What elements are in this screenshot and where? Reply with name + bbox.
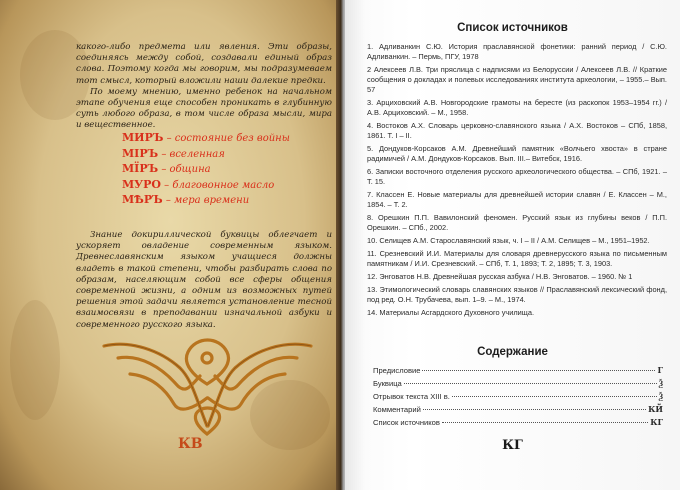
- toc-leader: [442, 422, 648, 423]
- source-item: 8. Орешкин П.П. Вавилонский феномен. Русский язык из глубины веков / П.П. Орешкин. – СПб., 2002.: [367, 213, 667, 233]
- toc-leader: [404, 383, 657, 384]
- sources-title: Список источников: [457, 22, 568, 34]
- right-page: [345, 0, 680, 490]
- toc-leader: [452, 396, 657, 397]
- toc-entry[interactable]: [373, 403, 663, 416]
- source-item: 13. Этимологический словарь славянских языков // Праславянский лексический фонд, под ред. О.Н. Трубачева, вып. 1–9. – М., 1974.: [367, 284, 667, 304]
- toc-entry[interactable]: [373, 416, 663, 429]
- glossary-word: МѢРЪ: [122, 193, 163, 207]
- source-item: 5. Дондуков-Корсаков А.М. Древнейший памятник «Волчьего хвоста» в стране радимичей / А.М. Дондуков-Корсаков. Вып. III.– Витебск, 1916.: [367, 144, 667, 164]
- glossary-item: МÏРЪ – община: [122, 162, 211, 176]
- glossary-definition: состояние без войны: [174, 133, 290, 144]
- toc-page: КЙ: [648, 404, 663, 414]
- toc-page: КГ: [650, 417, 663, 427]
- source-item: 7. Классен Е. Новые материалы для древнейшей истории славян / Е. Классен – М., 1854. – Т. 2.: [367, 190, 667, 210]
- toc-label: Буквица: [373, 379, 402, 388]
- glossary-word: МУРО: [122, 177, 161, 191]
- glossary-word: МИРЪ: [122, 131, 164, 144]
- glossary-definition: мера времени: [174, 195, 250, 207]
- source-item: 6. Записки восточного отделения русского археологического общества. – СПб, 1921. – Т. 15.: [367, 167, 667, 187]
- source-item: 2 Алексеев Л.В. Три пряслица с надписями из Белоруссии / Алексеев Л.В. // Краткие сообщения о докладах и полевых исследованиях института археологии, – 1955.– Вып. 57: [367, 65, 667, 95]
- toc-entry[interactable]: [373, 390, 663, 403]
- toc-entry[interactable]: [373, 364, 663, 377]
- glossary-definition: община: [169, 164, 211, 176]
- intro-paragraph: По моему мнению, именно ребенок на начальном этапе обучения еще способен проникать в глубинную суть любого образа, в том числе образа мысли, мира и вещественное.: [76, 86, 332, 131]
- toc-page: Г: [657, 365, 663, 375]
- table-of-contents: [373, 364, 663, 429]
- closing-paragraph: Знание докириллической буквицы облегчает и ускоряет овладение современным языком. Древнеславянским языком учащиеся должны владеть в такой степени, чтобы разбирать слова по образам, населяющим собой все сферы общения современной жизни, а одним из возможных путей решения этой задачи является установление тесной взаимосвязи в преподавании изначальной азбуки и современного русского языка.: [76, 230, 332, 330]
- source-item: 12. Энговатов Н.В. Древнейшая русская азбука / Н.В. Энговатов. – 1960. № 1: [367, 272, 633, 281]
- toc-leader: [422, 370, 655, 371]
- glossary-definition: благовонное масло: [172, 179, 275, 191]
- glossary-item: МУРО – благовонное масло: [122, 177, 275, 191]
- toc-page: Ѯ: [658, 378, 663, 388]
- closing-text: [76, 230, 332, 331]
- sources-list: [367, 42, 667, 321]
- source-item: 1. Адливанкин С.Ю. История праславянской фонетики: ранний период / С.Ю. Адливанкин. – Пермь, ПГУ, 1978: [367, 42, 667, 62]
- glossary-word: МÏРЪ: [122, 162, 159, 176]
- toc-label: Отрывок текста XIII в.: [373, 392, 450, 401]
- source-item: 11. Срезневский И.И. Материалы для словаря древнерусского языка по письменным памятникам / И.И. Срезневский. – СПб, Т. 1, 1893; Т. 2, 1895; Т. 3, 1903.: [367, 249, 667, 269]
- toc-entry[interactable]: [373, 377, 663, 390]
- glossary-list: [122, 131, 322, 209]
- glossary-word: МIРЪ: [122, 146, 159, 160]
- intro-text: [76, 42, 332, 132]
- source-item: 3. Арциховский А.В. Новгородские грамоты на бересте (из раскопок 1953–1954 гг.) / А.В. Арциховский. – М., 1958.: [367, 98, 667, 118]
- glossary-item: МИРЪ – состояние без войны: [122, 131, 290, 144]
- toc-label: Предисловие: [373, 366, 421, 375]
- glossary-item: МѢРЪ – мера времени: [122, 193, 250, 207]
- source-item: 10. Селищев А.М. Старославянский язык, ч. I – II / А.М. Селищев – М., 1951–1952.: [367, 236, 650, 246]
- toc-leader: [423, 409, 646, 410]
- glossary-item: МIРЪ – вселенная: [122, 146, 225, 160]
- toc-label: Список источников: [373, 418, 440, 427]
- knotwork-ornament-icon: [100, 328, 315, 438]
- contents-title: Содержание: [477, 346, 548, 358]
- glossary-definition: вселенная: [169, 148, 225, 160]
- toc-page: Ѯ: [658, 391, 663, 401]
- toc-label: Комментарий: [373, 405, 421, 414]
- source-item: 4. Востоков А.Х. Словарь церковно-славянского языка / А.Х. Востоков – СПб, 1858, 1861. Т. I – II.: [367, 121, 667, 141]
- page-number: КВ: [178, 436, 203, 452]
- intro-paragraph: какого-либо предмета или явления. Эти образы, соединяясь между собой, создавали единый образ слова. Поэтому когда мы говорим, мы подразумеваем тот смысл, который вложили наши далекие предки.: [76, 42, 332, 86]
- page-number: КГ: [502, 438, 523, 453]
- parchment-stain: [10, 300, 60, 420]
- source-item: 14. Материалы Асгардского Духовного училища.: [367, 307, 535, 317]
